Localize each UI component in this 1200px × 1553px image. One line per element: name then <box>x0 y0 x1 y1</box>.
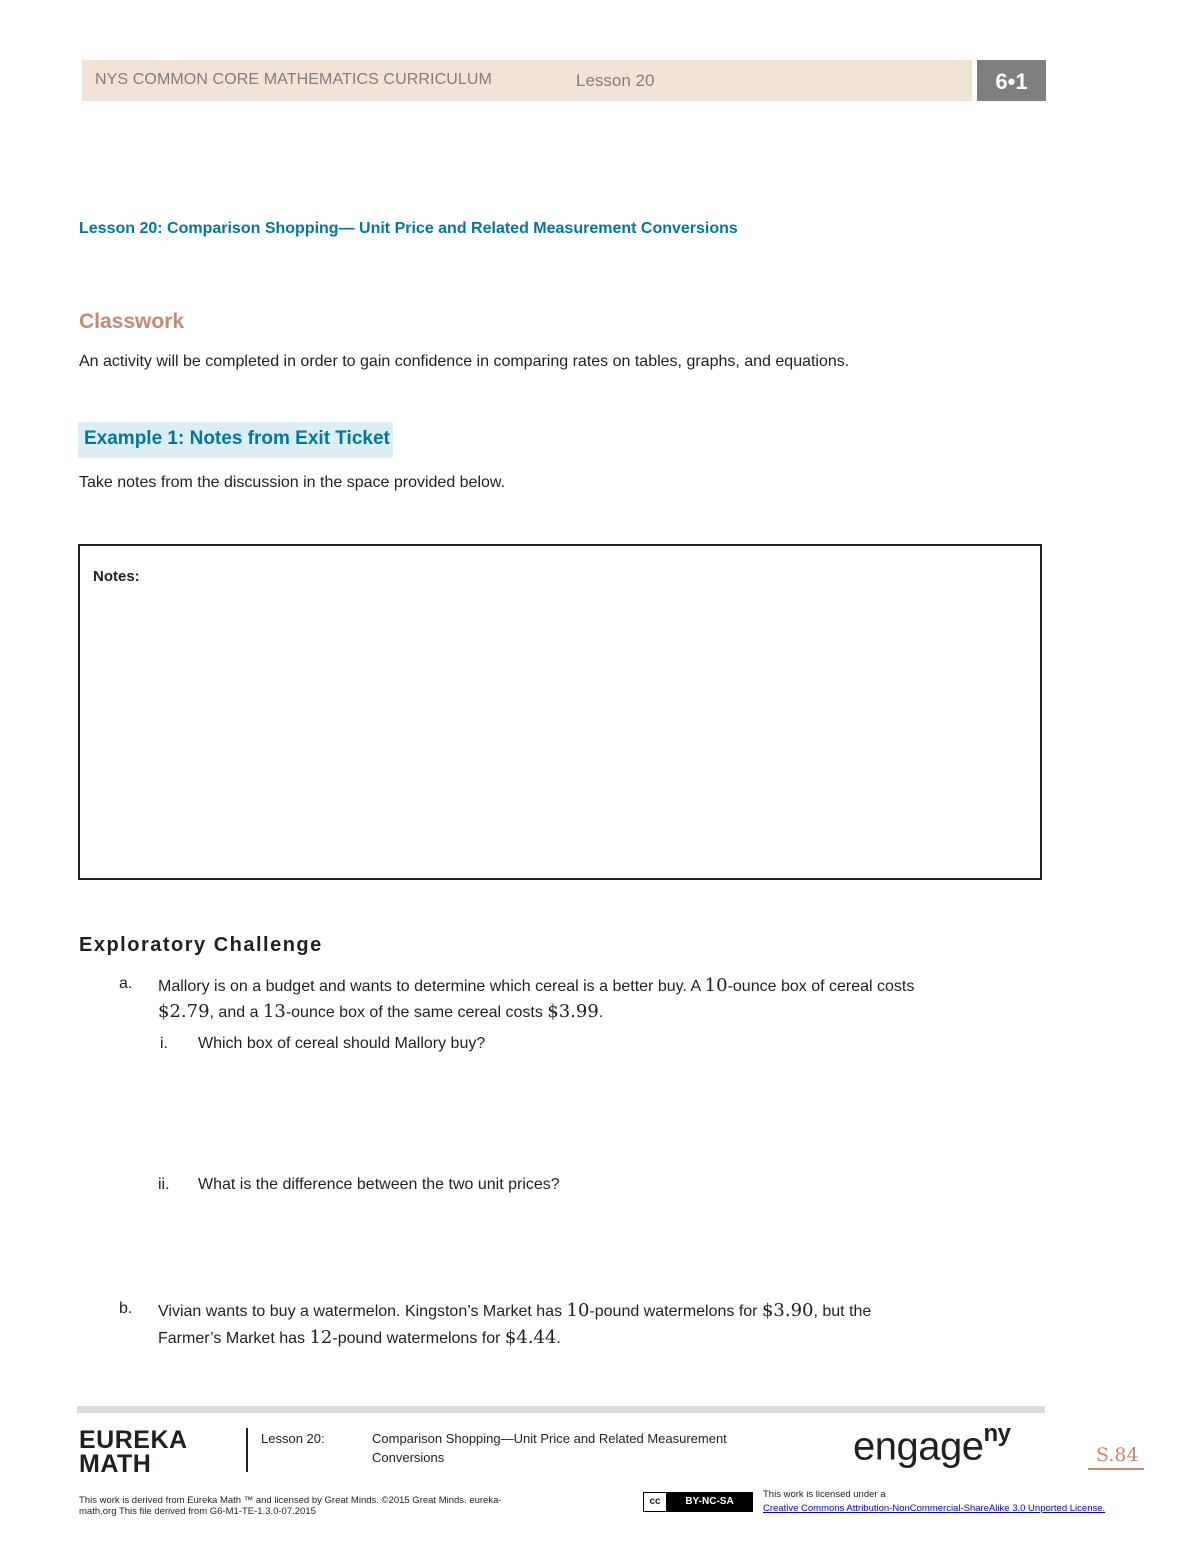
license-link[interactable]: Creative Commons Attribution-NonCommercial-ShareAlike 3.0 Unported License. <box>763 1503 1106 1514</box>
exploratory-challenge-heading: Exploratory Challenge <box>79 934 323 956</box>
footer-lesson-label: Lesson 20: <box>261 1431 325 1446</box>
item-a-text: -ounce box of the same cereal costs <box>285 1004 548 1021</box>
footer-divider <box>246 1428 248 1472</box>
math-value: $4.44 <box>504 1327 557 1348</box>
math-value: $3.99 <box>547 1001 599 1022</box>
footer-lesson-title-2: Conversions <box>372 1450 445 1465</box>
math-value: 13 <box>262 1001 286 1022</box>
item-b-text: -pound watermelons for <box>332 1330 505 1347</box>
lesson-title: Lesson 20: Comparison Shopping— Unit Price and Related Measurement Conversions <box>79 220 738 237</box>
item-a-i-question: Which box of cereal should Mallory buy? <box>198 1035 486 1052</box>
item-b-line-2 <box>158 1327 561 1348</box>
item-a-text: . <box>598 1004 604 1021</box>
item-a-ii-marker: ii. <box>158 1176 170 1193</box>
math-value: 12 <box>309 1327 333 1348</box>
notes-label: Notes: <box>93 568 140 585</box>
item-b-text: Vivian wants to buy a watermelon. Kingston’s Market has <box>158 1303 567 1320</box>
item-b-text: . <box>556 1330 561 1347</box>
curriculum-title: NYS COMMON CORE MATHEMATICS CURRICULUM <box>95 71 492 88</box>
item-b-line-1 <box>158 1300 871 1321</box>
ny-superscript: ny <box>983 1420 1011 1447</box>
cc-icon: cc <box>644 1493 667 1511</box>
item-a-text: , and a <box>209 1004 263 1021</box>
example-1-title: Example 1: Notes from Exit Ticket <box>84 428 390 449</box>
example-1-instruction: Take notes from the discussion in the space provided below. <box>79 474 506 491</box>
item-b-text: , but the <box>813 1303 872 1320</box>
footer-rule <box>77 1406 1045 1413</box>
header-lesson: Lesson 20 <box>576 71 655 90</box>
math-value: 10 <box>566 1300 590 1321</box>
license-text: This work is licensed under a <box>763 1489 886 1500</box>
logo-line-1: EUREKA <box>79 1426 188 1454</box>
item-a-text: -ounce box of cereal costs <box>727 978 915 995</box>
item-a-line-1 <box>158 975 914 996</box>
item-a-text: Mallory is on a budget and wants to determine which cereal is a better buy. A <box>158 978 705 995</box>
engage-word: engage <box>853 1424 984 1469</box>
notes-box[interactable] <box>78 544 1042 880</box>
derived-notice-1: This work is derived from Eureka Math ™ and licensed by Great Minds. ©2015 Great Minds. eureka- <box>79 1495 502 1506</box>
item-b-text: -pound watermelons for <box>589 1303 762 1320</box>
engageny-logo <box>853 1420 1011 1469</box>
classwork-intro: An activity will be completed in order to gain confidence in comparing rates on tables, graphs, and equations. <box>79 353 850 370</box>
cc-badge-text: BY-NC-SA <box>667 1493 752 1511</box>
classwork-heading: Classwork <box>79 310 185 333</box>
item-a-line-2 <box>158 1001 603 1022</box>
eureka-math-logo <box>79 1428 209 1476</box>
footer-lesson-title-1: Comparison Shopping—Unit Price and Related Measurement <box>372 1431 727 1446</box>
item-a-ii-question: What is the difference between the two unit prices? <box>198 1176 560 1193</box>
page-number: S.84 <box>1096 1444 1139 1466</box>
item-a-marker: a. <box>119 975 133 992</box>
page-number-underline <box>1088 1468 1144 1470</box>
math-value: $2.79 <box>158 1001 210 1022</box>
cc-license-badge[interactable] <box>643 1492 753 1512</box>
derived-notice-2: math.org This file derived from G6-M1-TE-1.3.0-07.2015 <box>79 1506 316 1517</box>
logo-line-2: MATH <box>79 1450 152 1478</box>
math-value: 10 <box>704 975 728 996</box>
grade-module-badge: 6•1 <box>977 60 1046 101</box>
item-a-i-marker: i. <box>160 1035 168 1052</box>
item-b-text: Farmer’s Market has <box>158 1330 310 1347</box>
math-value: $3.90 <box>761 1300 814 1321</box>
item-b-marker: b. <box>119 1300 133 1317</box>
